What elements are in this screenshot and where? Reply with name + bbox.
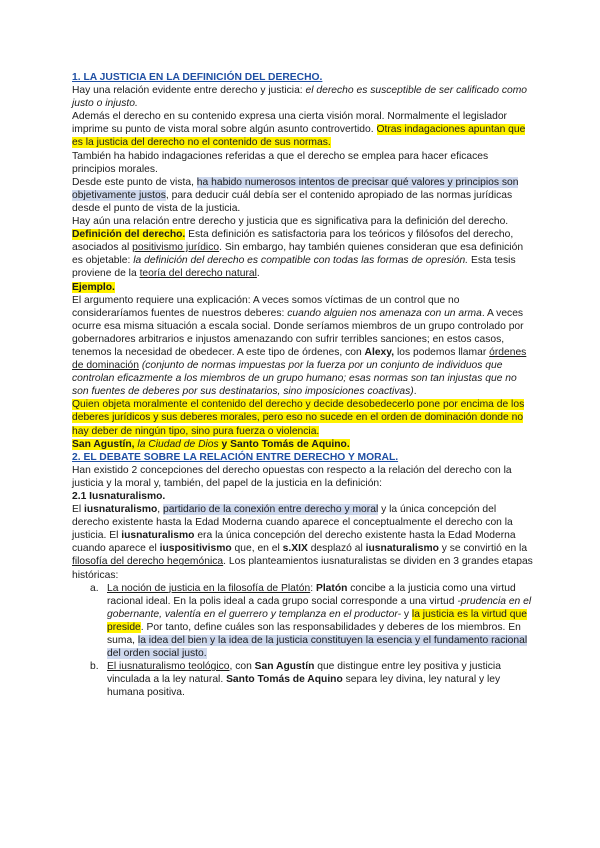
- text: conceptualmente el derecho con la justicia. El: [72, 517, 513, 542]
- document-page: [72, 71, 534, 700]
- highlight-blue: ha habido numerosos intentos de precisar qué valores y principios son objetivamente justos: [72, 176, 519, 201]
- italic-text: la definición del derecho es compatible con todas las formas de opresión.: [133, 255, 469, 267]
- underlined-term: teoría del derecho natural: [139, 268, 257, 280]
- italic-text: -prudencia en el gobernante, valentía en el guerrero y templanza en el productor-: [107, 595, 532, 620]
- highlight-blue: la idea del bien y la idea de la justicia constituyen la esencia y el fundamento racional del orden social justo.: [107, 635, 528, 660]
- text: Esta tesis proviene de la: [72, 255, 516, 280]
- text: y la única concepción del derecho existente hasta la Edad Moderna cuando aparece el: [72, 504, 497, 529]
- text: .: [413, 386, 417, 398]
- paragraph-two-conceptions: Han existido 2 concepciones del derecho opuestas con respecto a la relación del derecho con la justicia y la moral y, también, del papel de la justicia en la definición:: [72, 464, 512, 489]
- paragraph-moral-vision: [72, 110, 534, 149]
- text: concibe a la justicia como una virtud racional ideal. En la polis ideal a cada grupo social corresponde a una virtud: [107, 582, 516, 607]
- text: que, en el: [231, 543, 283, 555]
- underlined-term: filosofía del derecho hegemónica: [72, 556, 224, 568]
- highlight-yellow-bold: Ejemplo.: [72, 281, 115, 293]
- bold-term: s.XIX: [282, 543, 308, 555]
- paragraph-intro: [72, 84, 534, 110]
- text: y se convirtió en la: [438, 543, 528, 555]
- text: separa ley divina, ley natural y ley humana positiva.: [107, 674, 501, 699]
- paragraph-authors: [72, 438, 534, 451]
- text: . Sin embargo, hay también quienes consideran que esa definición es objetable:: [72, 242, 524, 267]
- text: y: [401, 608, 412, 620]
- italic-text: cuando alguien nos amenaza con un arma: [287, 307, 482, 319]
- highlight-yellow-italic: la Ciudad de Dios: [137, 438, 219, 450]
- section-heading-2: 2. EL DEBATE SOBRE LA RELACIÓN ENTRE DERECHO Y MORAL.: [72, 451, 399, 463]
- highlight-yellow-bold: y Santo Tomás de Aquino.: [218, 438, 350, 450]
- text: desplazó al: [307, 543, 366, 555]
- highlight-yellow: Otras indagaciones apuntan que es la justicia del derecho no el contenido de sus normas.: [72, 124, 526, 149]
- paragraph-objection: [72, 398, 534, 437]
- underlined-term: El iusnaturalismo teológico: [107, 661, 230, 673]
- bold-name: Alexy,: [364, 346, 395, 358]
- paragraph-point-of-view: [72, 176, 534, 215]
- list-item: [72, 660, 534, 699]
- text: :: [310, 582, 316, 594]
- list-marker: a.: [90, 582, 99, 594]
- bold-term: iuspositivismo: [159, 543, 232, 555]
- underlined-term: órdenes de dominación: [72, 346, 527, 372]
- paragraph-moral-principles: También ha habido indagaciones referidas a que el derecho se emplea para hacer eficaces principios morales.: [72, 150, 489, 175]
- bold-term: iusnaturalismo: [84, 504, 158, 516]
- text: Hay aún una relación entre derecho y justicia que es significativa para la definición del derecho.: [72, 216, 509, 228]
- text: que distingue entre ley positiva y justicia vinculada a la ley natural.: [107, 661, 501, 686]
- text: Desde este punto de vista,: [72, 176, 197, 188]
- text: Esta definición es satisfactoria para los teóricos y filósofos del derecho, asociados al: [72, 229, 514, 254]
- text: Los planteamientos iusnaturalistas se dividen en 3 grandes etapas históricas:: [72, 556, 533, 581]
- italic-text: el derecho es susceptible de ser calificado como justo o injusto.: [72, 85, 528, 110]
- list-marker: b.: [90, 661, 99, 673]
- bold-name: Platón: [315, 582, 348, 594]
- paragraph-definition: [72, 215, 534, 280]
- highlight-yellow-bold: San Agustín,: [72, 438, 138, 450]
- bold-term: iusnaturalismo: [121, 530, 195, 542]
- bold-term: iusnaturalismo: [365, 543, 439, 555]
- highlight-yellow-bold: Definición del derecho.: [72, 229, 186, 241]
- text: El argumento requiere una explicación: A veces somos víctimas de un control que no consideraríamos fuentes de nuestros deberes:: [72, 294, 460, 319]
- bold-text: 2.1 Iusnaturalismo.: [72, 491, 166, 502]
- list-item: [72, 582, 534, 661]
- bold-name: Santo Tomás de Aquino: [226, 674, 343, 686]
- text: Hay una relación evidente entre derecho y justicia:: [72, 85, 306, 97]
- underlined-term: positivismo jurídico: [132, 242, 220, 254]
- example-label: [72, 281, 534, 294]
- text: , con: [229, 661, 255, 673]
- historical-stages-list: [72, 582, 534, 700]
- text: era la única concepción del: [194, 530, 323, 542]
- text: . A veces ocurre esa misma situación a escala social. Donde seríamos miembros de un grupo controlado por gobernadores arbitrarios e injustos amenazando con sufrir terribles sanciones; en estos casos, tenemos la necesidad de obedecer. A este tipo de órdenes, con: [72, 307, 524, 358]
- subheading-iusnaturalismo: [72, 490, 534, 503]
- text: Además el derecho en su contenido expresa una cierta visión moral. Normalmente el legislador imprime su punto de vista moral sobre algún asunto controvertido.: [72, 111, 507, 136]
- section-heading-1: 1. LA JUSTICIA EN LA DEFINICIÓN DEL DERECHO.: [72, 72, 323, 83]
- paragraph-iusnaturalismo: El iusnaturalismo, partidario de la conexión entre derecho y moral y la única concepción del derecho existente hasta la Edad Moderna cuando aparece el conceptualmente el derecho con la justicia. El iusnaturalismo era la única concepción del derecho existente hasta la Edad Moderna cuando aparece el iuspositivismo que, en el s.XIX desplazó al iusnaturalismo y se convirtió en la filosofía del derecho hegemónica. Los planteamientos iusnaturalistas se dividen en 3 grandes etapas históricas:: [72, 504, 533, 581]
- text: .: [223, 556, 226, 568]
- underlined-term: La noción de justicia en la filosofía de Platón: [107, 582, 311, 594]
- bold-name: San Agustín: [254, 661, 315, 673]
- highlight-yellow: la justicia es la virtud que preside: [107, 608, 527, 633]
- highlight-blue: partidario de la conexión entre derecho y moral: [163, 504, 379, 516]
- text: , para deducir cuál debía ser el contenido apropiado de las normas jurídicas desde el punto de vista de la justicia.: [72, 189, 513, 214]
- text: los podemos llamar: [394, 346, 490, 358]
- paragraph-argument: [72, 294, 534, 399]
- italic-text: (conjunto de normas impuestas por la fuerza por un conjunto de individuos que controlan eficazmente a los miembros de un grupo humano; esas normas son tan injustas que no son fuentes de deberes por sus destinatarios, sino imposiciones coactivas): [72, 360, 517, 398]
- text: ,: [157, 504, 164, 516]
- text: . Por tanto, define cuáles son las responsabilidades y deberes de los miembros. En suma,: [107, 621, 521, 647]
- text: El: [72, 504, 85, 516]
- highlight-yellow: Quien objeta moralmente el contenido del derecho y decide desobedecerlo pone por encima de los deberes jurídicos y sus deberes morales, pero eso no sucede en el orden de dominación donde no hay deber de ningún tipo, sino pura fuerza o violencia.: [72, 399, 525, 437]
- text: .: [256, 268, 260, 280]
